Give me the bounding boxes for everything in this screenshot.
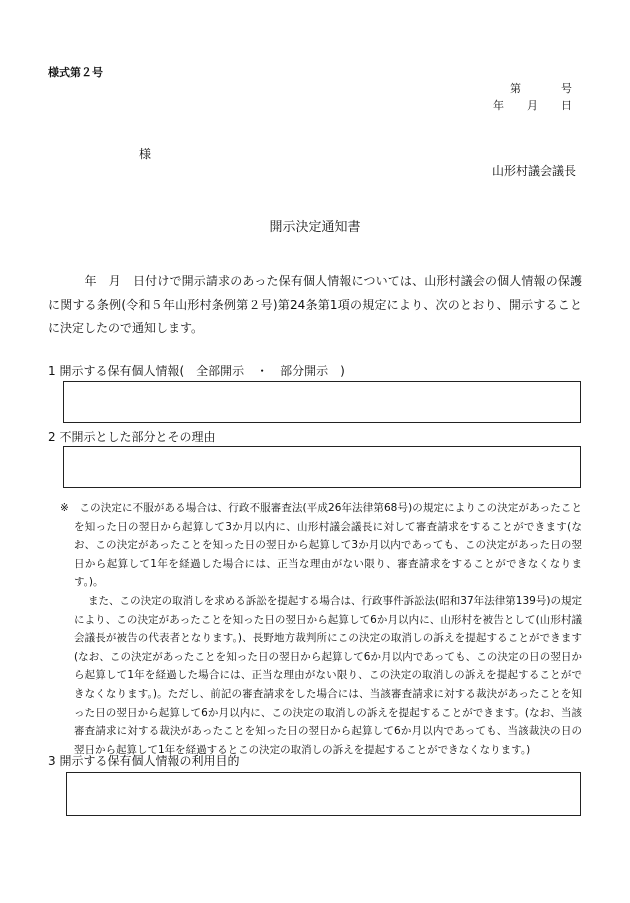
- body-text: 年 月 日付けで開示請求のあった保有個人情報については、山形村議会の個人情報の保護に関する条例(令和５年山形村条例第２号)第24条第1項の規定により、次のとおり、開示することに決定したので通知します。: [48, 274, 582, 335]
- form-number: 様式第２号: [48, 66, 103, 79]
- document-date: 年 月 日: [493, 99, 578, 112]
- document-number: 第 号: [510, 82, 578, 95]
- addressee-suffix: 様: [139, 147, 152, 161]
- section-1-label: 1 開示する保有個人情報( 全部開示 ・ 部分開示 ): [48, 364, 345, 378]
- document-number-date: [493, 80, 578, 114]
- note-lawsuit: また、この決定の取消しを求める訴訟を提起する場合は、行政事件訴訟法(昭和37年法律第139号)の規定により、この決定があったことを知った日の翌日から起算して6か月以内に、山形村を被告として(山形村議会議長が被告の代表者となります。)、長野地方裁判所にこの決定の取消しの訴えを提起することができます(なお、この決定があったことを知った日の翌日から起算して6か月以内であっても、この決定の日の翌日から起算して1年を経過した場合には、正当な理由がない限り、この決定の取消しの訴えを提起することができなくなります。)。ただし、前記の審査請求をした場合には、当該審査請求に対する裁決があったことを知った日の翌日から起算して6か月以内に、この決定の取消しの訴えを提起することができます。(なお、当該審査請求に対する裁決があったことを知った日の翌日から起算して6か月以内であっても、当該裁決の日の翌日から起算して1年を経過するとこの決定の取消しの訴えを提起することができなくなります。): [74, 594, 582, 756]
- section-3-box[interactable]: [66, 772, 581, 816]
- note-appeal: ※ この決定に不服がある場合は、行政不服審査法(平成26年法律第68号)の規定によりこの決定があったことを知った日の翌日から起算して3か月以内に、山形村議会議長に対して審査請求をすることができます(なお、この決定があったことを知った日の翌日から起算して3か月以内であっても、この決定があった日の翌日から起算して1年を経過した場合には、正当な理由がない限り、審査請求をすることができなくなります。)。: [60, 502, 582, 589]
- section-2-box[interactable]: [63, 446, 581, 488]
- notes: [60, 499, 582, 759]
- section-2-label: 2 不開示とした部分とその理由: [48, 430, 216, 444]
- section-3-label: 3 開示する保有個人情報の利用目的: [48, 754, 240, 768]
- document-title: 開示決定通知書: [269, 220, 361, 235]
- issuer-name: 山形村議会議長: [491, 164, 576, 178]
- section-1-box[interactable]: [63, 381, 581, 423]
